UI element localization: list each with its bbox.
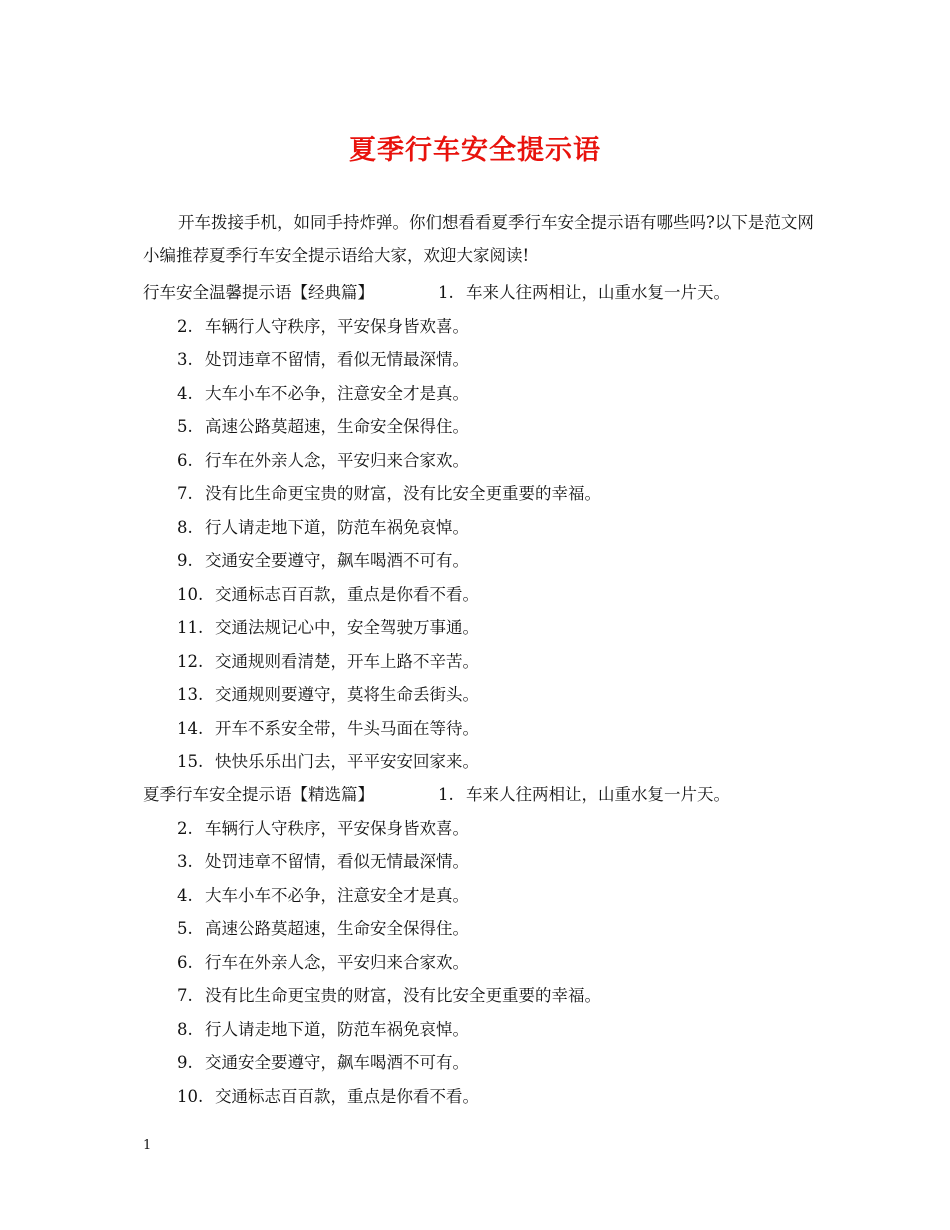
section-selected [143,778,823,1113]
item-number: 4. [177,885,193,905]
item-number: 9. [177,551,193,570]
item-number: 1. [438,785,454,804]
list-item [143,712,823,746]
list-item [143,578,823,612]
item-text: 交通标志百百款，重点是你看不看。 [215,584,479,604]
list-item [143,611,823,645]
section-heading-row [143,778,823,812]
list-item [143,979,823,1013]
item-number: 5. [177,919,193,938]
list-item [143,845,823,879]
list-item [143,678,823,712]
item-text: 车来人往两相让，山重水复一片天。 [466,283,730,302]
list-item [143,511,823,545]
list-item [143,410,823,444]
page-number: 1 [143,1138,152,1153]
list-item [143,946,823,980]
item-text: 车辆行人守秩序，平安保身皆欢喜。 [205,818,469,838]
item-number: 14. [177,718,204,738]
item-number: 13. [177,685,204,704]
item-text: 没有比生命更宝贵的财富，没有比安全更重要的幸福。 [205,484,601,503]
item-text: 交通法规记心中，安全驾驶万事通。 [215,618,479,637]
item-number: 8. [177,1019,193,1039]
item-text: 行车在外亲人念，平安归来合家欢。 [205,450,469,470]
document-title: 夏季行车安全提示语 [349,135,601,166]
section-classic [143,276,823,779]
item-text: 处罚违章不留情，看似无情最深情。 [205,852,469,871]
item-text: 快快乐乐出门去，平平安安回家来。 [215,752,479,771]
list-item [143,812,823,846]
item-text: 高速公路莫超速，生命安全保得住。 [205,919,469,938]
item-number: 8. [177,517,193,537]
item-number: 4. [177,383,193,403]
item-number: 3. [177,350,193,369]
item-text: 处罚违章不留情，看似无情最深情。 [205,350,469,369]
item-text: 车来人往两相让，山重水复一片天。 [466,785,730,804]
item-number: 11. [177,618,204,637]
item-text: 大车小车不必争，注意安全才是真。 [205,383,469,403]
item-number: 3. [177,852,193,871]
item-number: 10. [177,584,204,604]
item-number: 5. [177,417,193,436]
item-number: 6. [177,952,193,972]
intro-text: 开车拨接手机，如同手持炸弹。你们想看看夏季行车安全提示语有哪些吗?以下是范文网小编推荐夏季行车安全提示语给大家，欢迎大家阅读! [143,213,814,265]
list-item [143,1046,823,1080]
list-item [143,1080,823,1114]
list-item [143,444,823,478]
item-number: 7. [177,484,193,503]
list-item [143,745,823,779]
item-number: 15. [177,752,204,771]
item-text: 开车不系安全带，牛头马面在等待。 [215,718,479,738]
list-item [143,879,823,913]
item-text: 交通标志百百款，重点是你看不看。 [215,1086,479,1106]
list-item [143,377,823,411]
item-number: 1. [438,283,454,302]
item-text: 交通规则要遵守，莫将生命丢街头。 [215,685,479,704]
item-number: 2. [177,316,193,336]
list-item [143,645,823,679]
list-item [143,544,823,578]
item-text: 车辆行人守秩序，平安保身皆欢喜。 [205,316,469,336]
item-text: 交通规则看清楚，开车上路不辛苦。 [215,651,479,671]
item-number: 10. [177,1086,204,1106]
item-number: 6. [177,450,193,470]
item-text: 高速公路莫超速，生命安全保得住。 [205,417,469,436]
item-number: 7. [177,986,193,1005]
list-item [143,912,823,946]
list-item [143,477,823,511]
section-heading: 夏季行车安全提示语【精选篇】 [143,785,374,804]
item-text: 交通安全要遵守，飙车喝酒不可有。 [205,551,469,570]
list-item [143,343,823,377]
item-text: 交通安全要遵守，飙车喝酒不可有。 [205,1053,469,1072]
item-text: 行车在外亲人念，平安归来合家欢。 [205,952,469,972]
item-text: 没有比生命更宝贵的财富，没有比安全更重要的幸福。 [205,986,601,1005]
section-heading: 行车安全温馨提示语【经典篇】 [143,283,374,302]
item-text: 大车小车不必争，注意安全才是真。 [205,885,469,905]
list-item [143,1013,823,1047]
list-item [143,310,823,344]
section-heading-row [143,276,823,310]
intro-paragraph [143,206,823,272]
item-text: 行人请走地下道，防范车祸免哀悼。 [205,517,469,537]
item-number: 12. [177,651,204,671]
item-number: 2. [177,818,193,838]
item-number: 9. [177,1053,193,1072]
item-text: 行人请走地下道，防范车祸免哀悼。 [205,1019,469,1039]
